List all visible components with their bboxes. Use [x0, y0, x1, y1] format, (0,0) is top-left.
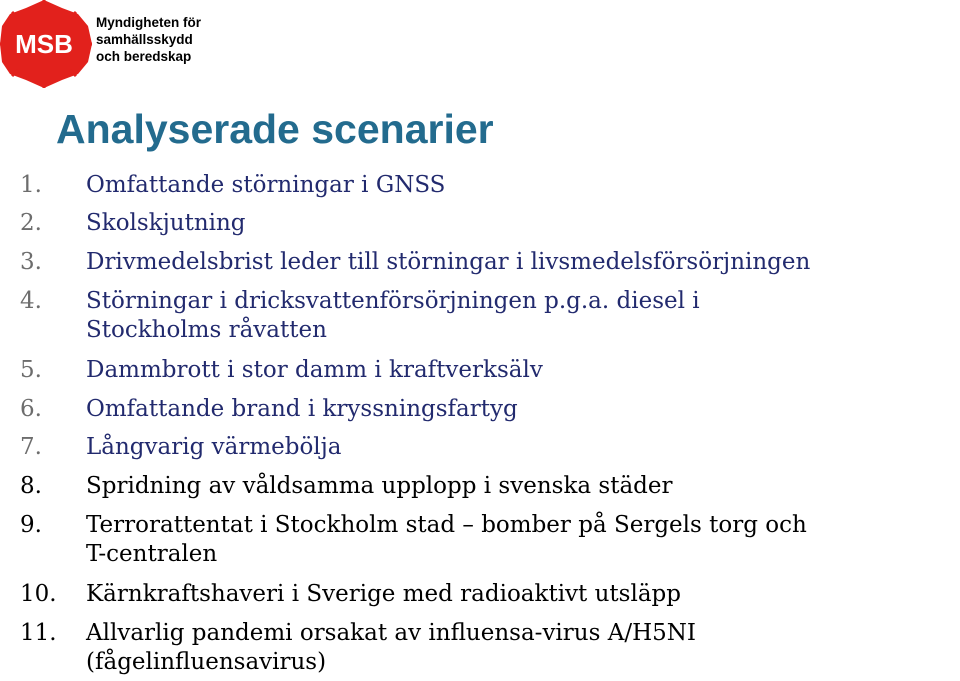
list-item-text: Omfattande brand i kryssningsfartyg	[86, 396, 518, 422]
list-item-text: Drivmedelsbrist leder till störningar i livsmedelsförsörjningen	[86, 249, 811, 275]
agency-name-line-3: och beredskap	[96, 49, 192, 64]
item-number: 1.	[20, 172, 42, 198]
list-item-text: Skolskjutning	[86, 210, 246, 236]
list-item-text: Kärnkraftshaveri i Sverige med radioaktivt utsläpp	[86, 581, 681, 607]
msb-logo-brand: MSB	[15, 29, 73, 59]
list-item-text: Omfattande störningar i GNSS	[86, 172, 446, 198]
list-item-text: Spridning av våldsamma upplopp i svenska städer	[86, 473, 673, 499]
list-item-text: Terrorattentat i Stockholm stad – bomber på Sergels torg och	[86, 512, 807, 538]
item-number: 5.	[20, 357, 42, 383]
item-number: 8.	[20, 473, 42, 499]
item-number: 11.	[20, 620, 57, 646]
list-item-text-continued: T-centralen	[86, 541, 218, 567]
list-item-text: Dammbrott i stor damm i kraftverksälv	[86, 357, 543, 383]
agency-name-line-2: samhällsskydd	[96, 32, 193, 47]
item-number: 4.	[20, 288, 42, 314]
item-number: 7.	[20, 434, 42, 460]
item-number: 9.	[20, 512, 42, 538]
item-number: 2.	[20, 210, 42, 236]
list-item-text: Allvarlig pandemi orsakat av influensa-virus A/H5NI	[86, 620, 696, 646]
item-number: 6.	[20, 396, 42, 422]
page-title: Analyserade scenarier	[56, 106, 494, 152]
list-item-text: Långvarig värmebölja	[86, 434, 342, 460]
item-number: 3.	[20, 249, 42, 275]
list-item-text-continued: (fågelinfluensavirus)	[86, 649, 327, 675]
list-item-text: Störningar i dricksvattenförsörjningen p.g.a. diesel i	[86, 288, 700, 314]
list-item-text-continued: Stockholms råvatten	[86, 317, 327, 343]
agency-name-line-1: Myndigheten för	[96, 15, 201, 30]
item-number: 10.	[20, 581, 57, 607]
